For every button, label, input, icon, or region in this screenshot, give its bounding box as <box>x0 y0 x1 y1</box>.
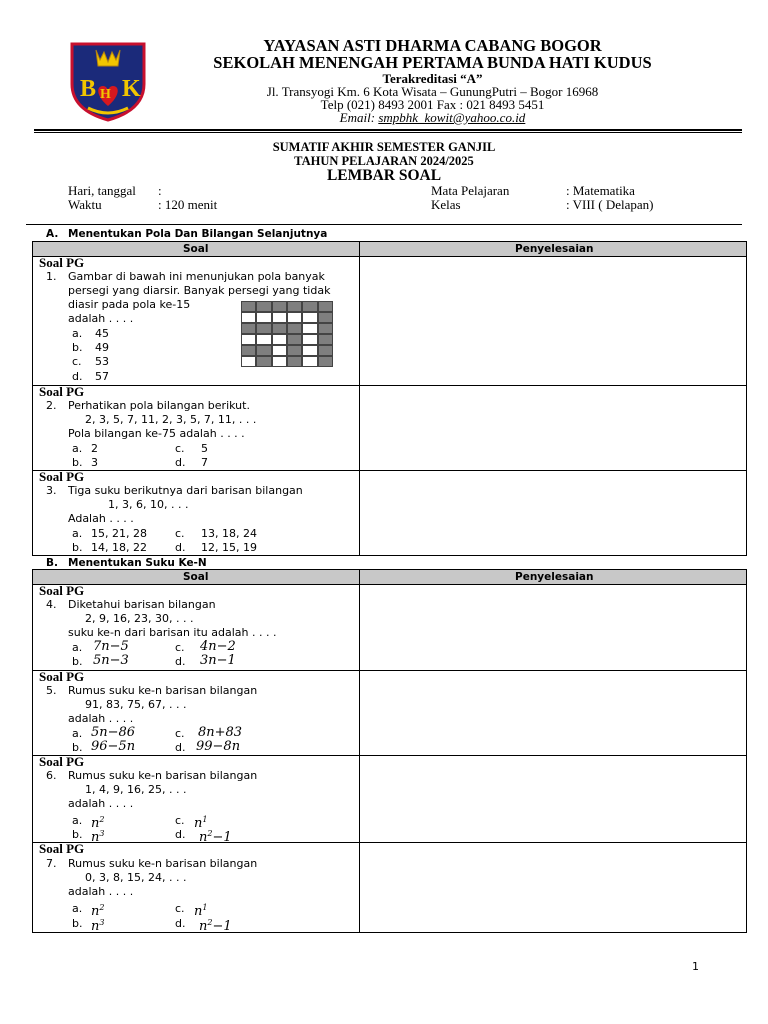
option-formula: 4n−2 <box>200 639 236 654</box>
school-name: SEKOLAH MENENGAH PERTAMA BUNDA HATI KUDUS <box>213 53 652 72</box>
number-sequence: 91, 83, 75, 67, . . . <box>85 698 187 711</box>
pattern-cell <box>241 301 256 312</box>
header-rule-thin <box>34 132 742 133</box>
pattern-cell <box>287 345 302 356</box>
question-type-label: Soal PG <box>39 583 85 598</box>
option-letter: c. <box>175 442 185 455</box>
day-value: : <box>158 183 162 198</box>
subject-value: : Matematika <box>566 183 635 198</box>
pattern-cell <box>302 345 317 356</box>
number-sequence: 2, 3, 5, 7, 11, 2, 3, 5, 7, 11, . . . <box>85 413 257 426</box>
number-sequence: 0, 3, 8, 15, 24, . . . <box>85 871 187 884</box>
option-letter: d. <box>175 541 186 554</box>
time-value: : 120 menit <box>158 197 218 212</box>
pattern-cell <box>287 334 302 345</box>
option-letter: d. <box>175 917 186 930</box>
pattern-cell <box>318 323 333 334</box>
pattern-cell <box>318 345 333 356</box>
option-value: 5 <box>201 442 208 455</box>
option-letter: a. <box>72 641 83 654</box>
option-value: 2 <box>91 442 98 455</box>
pattern-cell <box>287 323 302 334</box>
pattern-cell <box>256 356 271 367</box>
pattern-cell <box>256 301 271 312</box>
question-prompt: Adalah . . . . <box>68 512 134 525</box>
option-letter: a. <box>72 902 83 915</box>
option-letter: b. <box>72 741 83 754</box>
col-penyelesaian: Penyelesaian <box>515 571 594 583</box>
info-rule <box>26 224 742 225</box>
section-b-table-header <box>33 570 746 585</box>
subject-label: Mata Pelajaran <box>431 183 510 198</box>
option-letter: d. <box>175 741 186 754</box>
option-letter: c. <box>175 641 185 654</box>
question-type-label: Soal PG <box>39 841 85 856</box>
option-letter: c. <box>175 814 185 827</box>
question-number: 7. <box>46 857 57 870</box>
option-letter: d. <box>175 828 186 841</box>
question-number: 5. <box>46 684 57 697</box>
sheet-title: LEMBAR SOAL <box>326 167 442 184</box>
section-b-heading <box>46 557 207 569</box>
option-formula: 5n−86 <box>91 725 136 740</box>
pattern-cell <box>256 345 271 356</box>
col-penyelesaian: Penyelesaian <box>515 243 594 255</box>
time-label: Waktu <box>68 197 102 212</box>
pattern-cell <box>272 345 287 356</box>
section-a-table <box>32 241 747 556</box>
question-text-line: Rumus suku ke-n barisan bilangan <box>68 684 258 697</box>
svg-text:K: K <box>122 76 141 102</box>
section-a-letter: A. <box>46 228 59 240</box>
option-letter: b. <box>72 655 83 668</box>
question-text-line: Perhatikan pola bilangan berikut. <box>68 399 250 412</box>
option-formula: 96−5n <box>91 739 136 754</box>
section-b-title: Menentukan Suku Ke-N <box>68 557 207 569</box>
question-number: 1. <box>46 270 57 283</box>
question-prompt: adalah . . . . <box>68 885 134 898</box>
pattern-cell <box>318 356 333 367</box>
option-formula: $n^2$ <box>91 815 105 831</box>
option-letter: b. <box>72 917 83 930</box>
question-5 <box>33 670 359 755</box>
pattern-cell <box>272 323 287 334</box>
column-divider <box>359 242 360 555</box>
pattern-cell <box>272 301 287 312</box>
question-text-line: diasir pada pola ke-15 <box>68 298 191 311</box>
option-formula: $n^3$ <box>91 829 105 845</box>
column-divider <box>359 570 360 932</box>
header-rule <box>34 129 742 131</box>
pattern-cell <box>272 356 287 367</box>
option-letter: a. <box>72 814 83 827</box>
pattern-cell <box>318 301 333 312</box>
question-text-line: persegi yang diarsir. Banyak persegi yang tidak <box>68 284 331 297</box>
pattern-cell <box>302 301 317 312</box>
question-6 <box>33 754 359 845</box>
pattern-cell <box>302 334 317 345</box>
option-formula: $n^1$ <box>194 903 208 919</box>
option-letter: c. <box>175 902 185 915</box>
option-letter: b. <box>72 541 83 554</box>
option-letter: c. <box>175 727 185 740</box>
option-formula: 7n−5 <box>93 639 129 654</box>
question-type-label: Soal PG <box>39 469 85 484</box>
pattern-cell <box>256 312 271 323</box>
option-letter: b. <box>72 341 83 354</box>
pattern-cell <box>272 312 287 323</box>
option-letter: d. <box>175 655 186 668</box>
question-prompt: Pola bilangan ke-75 adalah . . . . <box>68 427 245 440</box>
square-pattern-figure <box>241 301 333 367</box>
class-value: : VIII ( Delapan) <box>566 197 654 212</box>
option-value: 13, 18, 24 <box>201 527 257 540</box>
section-a-title: Menentukan Pola Dan Bilangan Selanjutnya <box>68 228 328 240</box>
number-sequence: 2, 9, 16, 23, 30, . . . <box>85 612 194 625</box>
school-logo <box>66 40 150 122</box>
option-formula: $n^2$ <box>91 903 105 919</box>
section-a-table-header <box>33 242 746 257</box>
school-address: Jl. Transyogi Km. 6 Kota Wisata – GunungPutri – Bogor 16968 <box>266 84 599 99</box>
pattern-cell <box>272 334 287 345</box>
option-value: 45 <box>95 327 109 340</box>
option-formula: 5n−3 <box>93 653 129 668</box>
question-number: 2. <box>46 399 57 412</box>
option-value: 7 <box>201 456 208 469</box>
question-type-label: Soal PG <box>39 754 85 769</box>
email-label: Email: <box>339 110 376 125</box>
option-formula: 8n+83 <box>198 725 243 740</box>
option-letter: a. <box>72 727 83 740</box>
question-prompt: suku ke-n dari barisan itu adalah . . . . <box>68 626 277 639</box>
school-email-line <box>150 110 715 126</box>
option-value: 57 <box>95 370 109 383</box>
option-letter: d. <box>175 456 186 469</box>
question-1 <box>33 256 359 385</box>
question-text-line: Tiga suku berikutnya dari barisan bilangan <box>68 484 303 497</box>
question-number: 6. <box>46 769 57 782</box>
academic-year: TAHUN PELAJARAN 2024/2025 <box>294 154 474 168</box>
question-2 <box>33 385 359 470</box>
option-letter: a. <box>72 327 83 340</box>
question-type-label: Soal PG <box>39 669 85 684</box>
section-b-letter: B. <box>46 557 58 569</box>
number-sequence: 1, 4, 9, 16, 25, . . . <box>85 783 187 796</box>
question-prompt: adalah . . . . <box>68 797 134 810</box>
exam-title: SUMATIF AKHIR SEMESTER GANJIL <box>272 140 496 154</box>
page-number: 1 <box>692 960 699 973</box>
option-letter: d. <box>72 370 83 383</box>
option-value: 53 <box>95 355 109 368</box>
option-letter: a. <box>72 527 83 540</box>
pattern-cell <box>241 323 256 334</box>
col-soal: Soal <box>183 243 209 255</box>
question-prompt: adalah . . . . <box>68 712 134 725</box>
class-label: Kelas <box>431 197 461 212</box>
number-sequence: 1, 3, 6, 10, . . . <box>108 498 189 511</box>
option-letter: b. <box>72 456 83 469</box>
pattern-cell <box>318 334 333 345</box>
option-value: 14, 18, 22 <box>91 541 147 554</box>
question-7 <box>33 842 359 932</box>
question-text-line: Rumus suku ke-n barisan bilangan <box>68 769 258 782</box>
option-formula: $n^1$ <box>194 815 208 831</box>
email-link[interactable]: smpbhk_kowit@yahoo.co.id <box>378 110 526 125</box>
question-text-line: Gambar di bawah ini menunjukan pola banyak <box>68 270 325 283</box>
pattern-cell <box>287 301 302 312</box>
option-letter: b. <box>72 828 83 841</box>
option-letter: a. <box>72 442 83 455</box>
svg-text:B: B <box>80 76 97 102</box>
question-type-label: Soal PG <box>39 384 85 399</box>
pattern-cell <box>241 356 256 367</box>
option-letter: c. <box>175 527 185 540</box>
school-phone: Telp (021) 8493 2001 Fax : 021 8493 5451 <box>320 97 545 112</box>
question-type-label: Soal PG <box>39 255 85 270</box>
pattern-cell <box>318 312 333 323</box>
option-formula: $n^2-1$ <box>199 829 232 845</box>
question-text-line: Rumus suku ke-n barisan bilangan <box>68 857 258 870</box>
question-text-line: Diketahui barisan bilangan <box>68 598 216 611</box>
pattern-cell <box>241 312 256 323</box>
section-b-table <box>32 569 747 933</box>
question-text-line: adalah . . . . <box>68 312 134 325</box>
pattern-cell <box>287 312 302 323</box>
option-value: 49 <box>95 341 109 354</box>
pattern-cell <box>287 356 302 367</box>
pattern-cell <box>256 323 271 334</box>
pattern-cell <box>302 312 317 323</box>
day-label: Hari, tanggal <box>68 183 136 198</box>
question-3 <box>33 470 359 555</box>
option-formula: 99−8n <box>196 739 241 754</box>
foundation-name: YAYASAN ASTI DHARMA CABANG BOGOR <box>263 36 602 55</box>
pattern-cell <box>256 334 271 345</box>
pattern-cell <box>241 345 256 356</box>
option-value: 12, 15, 19 <box>201 541 257 554</box>
pattern-cell <box>241 334 256 345</box>
option-formula: 3n−1 <box>200 653 236 668</box>
section-a-heading <box>46 228 327 240</box>
question-number: 3. <box>46 484 57 497</box>
option-letter: c. <box>72 355 82 368</box>
option-value: 15, 21, 28 <box>91 527 147 540</box>
question-4 <box>33 584 359 670</box>
option-formula: $n^2-1$ <box>199 918 232 934</box>
svg-text:H: H <box>100 87 111 102</box>
pattern-cell <box>302 323 317 334</box>
pattern-cell <box>302 356 317 367</box>
option-formula: $n^3$ <box>91 918 105 934</box>
question-number: 4. <box>46 598 57 611</box>
accreditation: Terakreditasi “A” <box>382 71 483 86</box>
col-soal: Soal <box>183 571 209 583</box>
option-value: 3 <box>91 456 98 469</box>
